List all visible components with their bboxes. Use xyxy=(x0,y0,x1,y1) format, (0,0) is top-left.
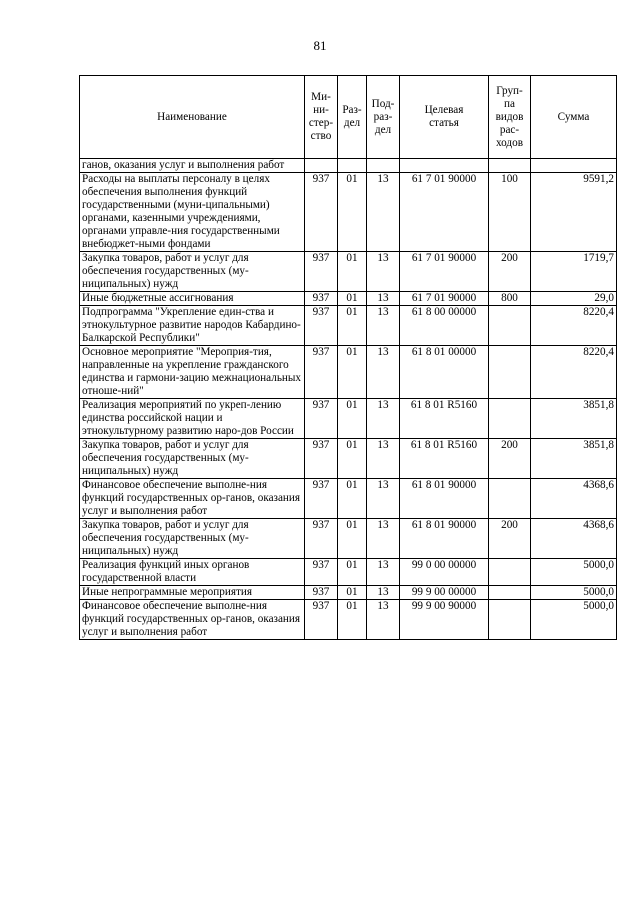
cell-ministry: 937 xyxy=(305,519,338,559)
header-group: Груп- па видов рас- ходов xyxy=(489,76,531,159)
cell-group: 200 xyxy=(489,252,531,292)
cell-sum: 8220,4 xyxy=(531,306,617,346)
page-number: 81 xyxy=(313,38,327,53)
cell-group xyxy=(489,306,531,346)
cell-group xyxy=(489,600,531,640)
cell-sum: 3851,8 xyxy=(531,399,617,439)
cell-ministry: 937 xyxy=(305,479,338,519)
table-row xyxy=(80,159,617,173)
cell-name: Финансовое обеспечение выполне-ния функций государственных ор-ганов, оказания услуг и выполнения работ xyxy=(80,600,305,640)
cell-section: 01 xyxy=(338,559,367,586)
table-row xyxy=(80,399,617,439)
cell-subsection: 13 xyxy=(367,600,400,640)
table-row xyxy=(80,479,617,519)
cell-ministry xyxy=(305,159,338,173)
table-body xyxy=(80,159,617,640)
cell-section: 01 xyxy=(338,306,367,346)
cell-subsection: 13 xyxy=(367,439,400,479)
cell-section: 01 xyxy=(338,439,367,479)
cell-section: 01 xyxy=(338,519,367,559)
cell-section: 01 xyxy=(338,292,367,306)
cell-name: ганов, оказания услуг и выполнения работ xyxy=(80,159,305,173)
cell-target: 61 7 01 90000 xyxy=(400,173,489,252)
table-row xyxy=(80,252,617,292)
cell-sum xyxy=(531,159,617,173)
cell-subsection xyxy=(367,159,400,173)
cell-target xyxy=(400,159,489,173)
cell-subsection: 13 xyxy=(367,586,400,600)
cell-subsection: 13 xyxy=(367,292,400,306)
cell-target: 61 8 00 00000 xyxy=(400,306,489,346)
cell-ministry: 937 xyxy=(305,252,338,292)
cell-target: 61 8 01 90000 xyxy=(400,479,489,519)
cell-group xyxy=(489,559,531,586)
cell-sum: 5000,0 xyxy=(531,600,617,640)
cell-group: 200 xyxy=(489,519,531,559)
cell-group: 100 xyxy=(489,173,531,252)
cell-section: 01 xyxy=(338,346,367,399)
table-row xyxy=(80,439,617,479)
cell-target: 61 8 01 R5160 xyxy=(400,399,489,439)
cell-ministry: 937 xyxy=(305,346,338,399)
header-section: Раз- дел xyxy=(338,76,367,159)
header-subsection: Под- раз- дел xyxy=(367,76,400,159)
cell-group: 800 xyxy=(489,292,531,306)
cell-group xyxy=(489,399,531,439)
cell-ministry: 937 xyxy=(305,439,338,479)
cell-name: Финансовое обеспечение выполне-ния функций государственных ор-ганов, оказания услуг и выполнения работ xyxy=(80,479,305,519)
cell-target: 99 9 00 00000 xyxy=(400,586,489,600)
cell-sum: 5000,0 xyxy=(531,586,617,600)
cell-section xyxy=(338,159,367,173)
cell-ministry: 937 xyxy=(305,559,338,586)
cell-name: Иные непрограммные мероприятия xyxy=(80,586,305,600)
table-row xyxy=(80,346,617,399)
table-row xyxy=(80,586,617,600)
cell-target: 61 8 01 90000 xyxy=(400,519,489,559)
table-row xyxy=(80,306,617,346)
cell-section: 01 xyxy=(338,252,367,292)
cell-sum: 4368,6 xyxy=(531,479,617,519)
cell-name: Расходы на выплаты персоналу в целях обеспечения выполнения функций государственными (муни-ципальными) органами, казенными учреждениями, органами управле-ния государственными внебюджет-ными фондами xyxy=(80,173,305,252)
table-row xyxy=(80,292,617,306)
cell-sum: 3851,8 xyxy=(531,439,617,479)
cell-group xyxy=(489,586,531,600)
table-row xyxy=(80,519,617,559)
header-ministry: Ми- ни- стер- ство xyxy=(305,76,338,159)
cell-name: Реализация мероприятий по укреп-лению единства российской нации и этнокультурному развитию наро-дов России xyxy=(80,399,305,439)
cell-group xyxy=(489,159,531,173)
cell-target: 61 8 01 R5160 xyxy=(400,439,489,479)
cell-target: 61 8 01 00000 xyxy=(400,346,489,399)
cell-target: 61 7 01 90000 xyxy=(400,292,489,306)
table-header-row xyxy=(80,76,617,159)
cell-ministry: 937 xyxy=(305,292,338,306)
cell-ministry: 937 xyxy=(305,173,338,252)
cell-subsection: 13 xyxy=(367,252,400,292)
cell-target: 99 0 00 00000 xyxy=(400,559,489,586)
cell-subsection: 13 xyxy=(367,479,400,519)
cell-section: 01 xyxy=(338,479,367,519)
cell-target: 99 9 00 90000 xyxy=(400,600,489,640)
cell-target: 61 7 01 90000 xyxy=(400,252,489,292)
cell-name: Закупка товаров, работ и услуг для обеспечения государственных (му-ниципальных) нужд xyxy=(80,519,305,559)
table-row xyxy=(80,173,617,252)
table-row xyxy=(80,559,617,586)
header-sum: Сумма xyxy=(531,76,617,159)
cell-subsection: 13 xyxy=(367,399,400,439)
header-name: Наименование xyxy=(80,76,305,159)
cell-name: Закупка товаров, работ и услуг для обеспечения государственных (му-ниципальных) нужд xyxy=(80,439,305,479)
cell-name: Закупка товаров, работ и услуг для обеспечения государственных (му-ниципальных) нужд xyxy=(80,252,305,292)
cell-group xyxy=(489,346,531,399)
cell-group: 200 xyxy=(489,439,531,479)
cell-subsection: 13 xyxy=(367,346,400,399)
cell-sum: 5000,0 xyxy=(531,559,617,586)
cell-sum: 8220,4 xyxy=(531,346,617,399)
cell-subsection: 13 xyxy=(367,519,400,559)
cell-section: 01 xyxy=(338,600,367,640)
cell-ministry: 937 xyxy=(305,399,338,439)
cell-name: Реализация функций иных органов государственной власти xyxy=(80,559,305,586)
cell-sum: 9591,2 xyxy=(531,173,617,252)
cell-subsection: 13 xyxy=(367,173,400,252)
header-target: Целевая статья xyxy=(400,76,489,159)
cell-sum: 29,0 xyxy=(531,292,617,306)
cell-name: Основное мероприятие "Мероприя-тия, направленные на укрепление гражданского единства и гармони-зацию межнациональных отноше-ний" xyxy=(80,346,305,399)
cell-section: 01 xyxy=(338,173,367,252)
cell-ministry: 937 xyxy=(305,306,338,346)
cell-section: 01 xyxy=(338,399,367,439)
table-row xyxy=(80,600,617,640)
cell-name: Подпрограмма "Укрепление един-ства и этнокультурное развитие народов Кабардино-Балкарской Республики" xyxy=(80,306,305,346)
cell-ministry: 937 xyxy=(305,600,338,640)
cell-section: 01 xyxy=(338,586,367,600)
cell-subsection: 13 xyxy=(367,306,400,346)
cell-name: Иные бюджетные ассигнования xyxy=(80,292,305,306)
cell-sum: 1719,7 xyxy=(531,252,617,292)
cell-subsection: 13 xyxy=(367,559,400,586)
cell-ministry: 937 xyxy=(305,586,338,600)
budget-table xyxy=(79,75,617,640)
cell-group xyxy=(489,479,531,519)
cell-sum: 4368,6 xyxy=(531,519,617,559)
